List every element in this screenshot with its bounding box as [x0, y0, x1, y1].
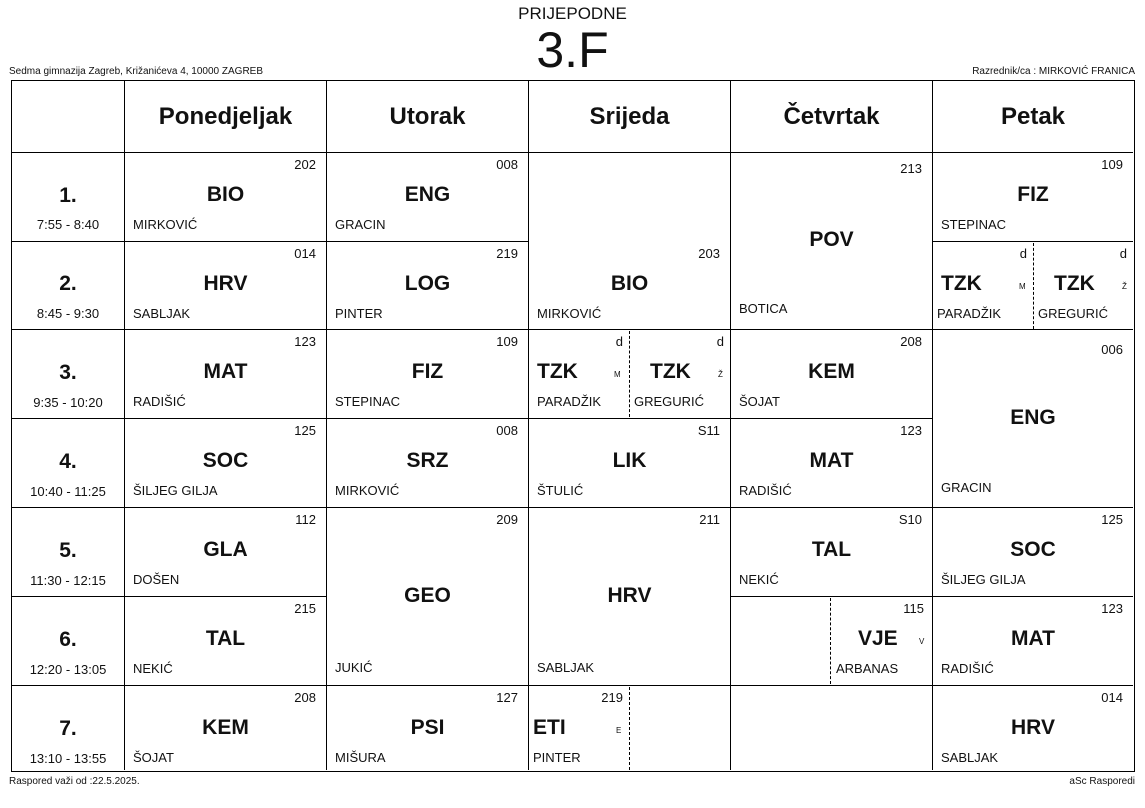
subject: ETI — [533, 716, 566, 739]
room-number: 123 — [1101, 601, 1123, 616]
class-title: 3.F — [536, 22, 609, 78]
lesson-cell[interactable] — [731, 153, 932, 329]
subject: LIK — [612, 449, 647, 472]
subject: KEM — [202, 716, 249, 739]
room-number: 123 — [900, 423, 922, 438]
teacher-name: MIRKOVIĆ — [537, 306, 602, 321]
subject: MAT — [809, 449, 854, 472]
lesson-cell[interactable] — [125, 330, 326, 418]
lesson-cell[interactable] — [125, 242, 326, 329]
teacher-name: GREGURIĆ — [1038, 306, 1109, 321]
room-number: d — [1019, 246, 1027, 261]
teacher-name: STEPINAC — [941, 217, 1007, 232]
teacher-name: MIŠURA — [335, 750, 386, 765]
lesson-cell[interactable] — [125, 508, 326, 596]
period-number: 6. — [59, 628, 77, 651]
lesson-cell-group[interactable] — [630, 330, 730, 418]
subject: SRZ — [406, 449, 449, 472]
teacher-name: PINTER — [533, 750, 581, 765]
subject: PSI — [410, 716, 445, 739]
subject: GEO — [404, 584, 451, 607]
room-number: 109 — [496, 334, 518, 349]
lesson-cell[interactable] — [933, 508, 1133, 596]
group-label: E — [616, 726, 622, 735]
teacher-name: RADIŠIĆ — [739, 483, 792, 498]
subject: KEM — [808, 360, 855, 383]
lesson-cell[interactable] — [529, 419, 730, 507]
timetable-grid — [11, 80, 1135, 772]
lesson-cell[interactable] — [327, 330, 528, 418]
period-time: 12:20 - 13:05 — [29, 662, 107, 677]
room-number: d — [716, 334, 724, 349]
room-number: S10 — [898, 512, 922, 527]
period-time: 10:40 - 11:25 — [30, 484, 106, 499]
room-number: 213 — [900, 161, 922, 176]
lesson-cell[interactable] — [327, 508, 528, 685]
room-number: 209 — [496, 512, 518, 527]
lesson-cell-group[interactable] — [529, 330, 629, 418]
subject: TAL — [205, 627, 246, 650]
subject: ENG — [1010, 406, 1056, 429]
period-time: 11:30 - 12:15 — [30, 573, 106, 588]
lesson-cell[interactable] — [125, 419, 326, 507]
room-number: 202 — [294, 157, 316, 172]
subject: HRV — [203, 272, 248, 295]
teacher-name: ŠILJEG GILJA — [941, 572, 1026, 587]
teacher-name: NEKIĆ — [739, 572, 779, 587]
day-header: Utorak — [389, 103, 466, 130]
teacher-name: RADIŠIĆ — [941, 661, 994, 676]
lesson-cell-group[interactable] — [1034, 242, 1133, 329]
teacher-name: MIRKOVIĆ — [335, 483, 400, 498]
room-number: d — [615, 334, 623, 349]
teacher-name: ŠILJEG GILJA — [133, 483, 218, 498]
lesson-cell[interactable] — [529, 508, 730, 685]
group-label: Ž — [718, 370, 723, 379]
period-number: 3. — [59, 361, 77, 384]
period-time: 8:45 - 9:30 — [36, 306, 100, 321]
teacher-name: MIRKOVIĆ — [133, 217, 198, 232]
subject: SOC — [202, 449, 249, 472]
lesson-cell-group[interactable] — [933, 242, 1033, 329]
group-label: M — [1019, 282, 1026, 291]
subject: POV — [809, 228, 854, 251]
room-number: 109 — [1101, 157, 1123, 172]
lesson-cell[interactable] — [731, 330, 932, 418]
subject: HRV — [607, 584, 652, 607]
teacher-name: ŠOJAT — [739, 394, 780, 409]
room-number: 123 — [294, 334, 316, 349]
room-number: 008 — [496, 157, 518, 172]
subject: SOC — [1010, 538, 1056, 561]
lesson-cell-group[interactable] — [832, 597, 932, 685]
lesson-cell[interactable] — [327, 419, 528, 507]
lesson-cell[interactable] — [933, 597, 1133, 685]
school-address: Sedma gimnazija Zagreb, Križanićeva 4, 10000 ZAGREB — [9, 66, 264, 77]
period-time: 13:10 - 13:55 — [29, 751, 107, 766]
teacher-name: ŠTULIĆ — [537, 483, 584, 498]
subject: TZK — [941, 272, 982, 295]
class-teacher: Razrednik/ca : MIRKOVIĆ FRANICA — [972, 66, 1135, 77]
teacher-name: JUKIĆ — [335, 660, 373, 675]
room-number: 112 — [295, 512, 316, 527]
teacher-name: NEKIĆ — [133, 661, 173, 676]
subject: LOG — [404, 272, 451, 295]
subject: FIZ — [1017, 183, 1049, 206]
teacher-name: SABLJAK — [133, 306, 191, 321]
subject: FIZ — [411, 360, 444, 383]
lesson-cell[interactable] — [731, 508, 932, 596]
room-number: 211 — [699, 512, 720, 527]
room-number: 203 — [698, 246, 720, 261]
lesson-cell[interactable] — [327, 686, 528, 770]
room-number: 219 — [496, 246, 518, 261]
room-number: 208 — [900, 334, 922, 349]
room-number: 215 — [294, 601, 316, 616]
lesson-cell[interactable] — [933, 153, 1133, 241]
teacher-name: BOTICA — [739, 301, 788, 316]
group-label: Ž — [1122, 282, 1127, 291]
lesson-cell[interactable] — [327, 242, 528, 329]
room-number: 127 — [496, 690, 518, 705]
subject: VJE — [858, 627, 898, 650]
teacher-name: PARADŽIK — [537, 394, 602, 409]
room-number: d — [1119, 246, 1127, 261]
lesson-cell[interactable] — [933, 330, 1133, 507]
group-label: M — [614, 370, 621, 379]
day-header: Četvrtak — [783, 103, 880, 130]
subject: ENG — [404, 183, 451, 206]
room-number: 006 — [1101, 342, 1123, 357]
day-header: Ponedjeljak — [158, 103, 293, 130]
room-number: 125 — [1101, 512, 1123, 527]
subject: TAL — [811, 538, 852, 561]
subject: TZK — [537, 360, 578, 383]
teacher-name: PINTER — [335, 306, 383, 321]
lesson-cell[interactable] — [731, 419, 932, 507]
group-label: V — [919, 637, 925, 646]
room-number: 008 — [496, 423, 518, 438]
room-number: 208 — [294, 690, 316, 705]
subject: MAT — [1011, 627, 1055, 650]
teacher-name: DOŠEN — [133, 572, 180, 587]
teacher-name: ARBANAS — [836, 661, 899, 676]
period-number: 1. — [59, 184, 77, 207]
lesson-cell[interactable] — [125, 597, 326, 685]
period-number: 5. — [59, 539, 77, 562]
teacher-name: GREGURIĆ — [634, 394, 705, 409]
period-time: 7:55 - 8:40 — [36, 217, 100, 232]
subject: TZK — [650, 360, 691, 383]
teacher-name: RADIŠIĆ — [133, 394, 186, 409]
teacher-name: GRACIN — [335, 217, 386, 232]
teacher-name: ŠOJAT — [133, 750, 174, 765]
group-divider — [629, 687, 630, 770]
room-number: 115 — [903, 601, 924, 616]
lesson-cell[interactable] — [933, 686, 1133, 770]
room-number: 014 — [294, 246, 316, 261]
day-header: Petak — [1000, 103, 1066, 130]
teacher-name: SABLJAK — [941, 750, 999, 765]
room-number: 219 — [601, 690, 623, 705]
subject: MAT — [203, 360, 248, 383]
shift-label: PRIJEPODNE — [518, 4, 627, 23]
period-number: 4. — [59, 450, 77, 473]
subject: BIO — [206, 183, 245, 206]
teacher-name: SABLJAK — [537, 660, 595, 675]
subject: HRV — [1011, 716, 1055, 739]
lesson-cell[interactable] — [125, 153, 326, 241]
room-number: S11 — [697, 423, 720, 438]
valid-from: Raspored važi od :22.5.2025. — [9, 776, 140, 787]
subject: GLA — [203, 538, 248, 561]
teacher-name: STEPINAC — [335, 394, 401, 409]
lesson-cell[interactable] — [529, 153, 730, 329]
teacher-name: GRACIN — [941, 480, 992, 495]
lesson-cell-group[interactable] — [529, 686, 629, 770]
day-header: Srijeda — [589, 103, 670, 130]
room-number: 125 — [294, 423, 316, 438]
subject: TZK — [1054, 272, 1095, 295]
brand-label: aSc Rasporedi — [1069, 776, 1135, 787]
teacher-name: PARADŽIK — [937, 306, 1002, 321]
lesson-cell[interactable] — [327, 153, 528, 241]
period-number: 2. — [59, 272, 77, 295]
group-divider — [830, 598, 831, 684]
subject: BIO — [610, 272, 649, 295]
room-number: 014 — [1101, 690, 1123, 705]
lesson-cell[interactable] — [125, 686, 326, 770]
period-number: 7. — [59, 717, 77, 740]
period-time: 9:35 - 10:20 — [33, 395, 103, 410]
